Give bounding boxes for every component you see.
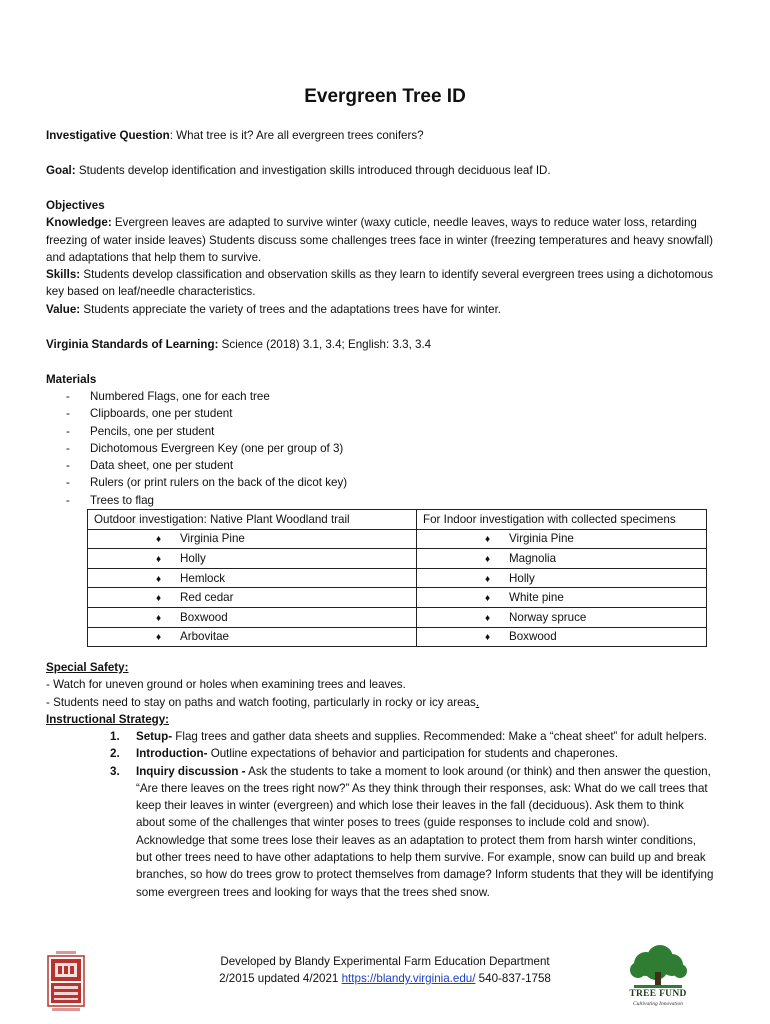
step-number: 3. — [110, 764, 120, 778]
diamond-bullet-icon: ♦ — [485, 553, 491, 565]
list-item — [110, 763, 715, 901]
list-item: - Pencils, one per student — [46, 423, 347, 440]
oak-tree-icon — [622, 944, 694, 990]
diamond-bullet-icon: ♦ — [156, 593, 162, 605]
investigative-question — [46, 127, 726, 144]
special-safety — [46, 659, 726, 728]
indoor-tree: Norway spruce — [509, 610, 587, 624]
outdoor-cell — [88, 627, 417, 647]
safety-line-2 — [46, 694, 726, 711]
goal-text: Students develop identification and investigation skills introduced through deciduous leaf ID. — [75, 164, 551, 177]
investigative-label: Investigative Question — [46, 129, 170, 142]
indoor-cell — [417, 627, 707, 647]
diamond-bullet-icon: ♦ — [156, 534, 162, 546]
sol-text: Science (2018) 3.1, 3.4; English: 3.3, 3.4 — [218, 338, 432, 351]
table-row — [88, 607, 707, 627]
knowledge-text: Evergreen leaves are adapted to survive winter (waxy cuticle, needle leaves, ways to reduce water loss, retarding freezing of water inside leaves) Students discuss some challenges trees face in winter (freezing temperatures and heavy snowfall) and adaptations that help them to survive. — [46, 216, 713, 264]
outdoor-tree: Boxwood — [180, 610, 228, 624]
value-paragraph — [46, 301, 726, 318]
safety-heading: Special Safety: — [46, 661, 129, 674]
outdoor-cell — [88, 588, 417, 608]
strategy-heading: Instructional Strategy: — [46, 712, 170, 726]
goal — [46, 162, 726, 179]
diamond-bullet-icon: ♦ — [485, 612, 491, 624]
indoor-tree: Magnolia — [509, 551, 557, 565]
step-label: Setup- — [136, 730, 173, 743]
objectives-heading: Objectives — [46, 199, 105, 212]
step-number: 1. — [110, 730, 120, 743]
list-item: - Clipboards, one per student — [46, 405, 347, 422]
skills-label: Skills: — [46, 268, 81, 282]
skills-paragraph — [46, 266, 726, 301]
step-label: Introduction- — [136, 747, 208, 761]
outdoor-cell — [88, 568, 417, 588]
outdoor-cell — [88, 549, 417, 569]
table-row — [88, 568, 707, 588]
indoor-tree: Virginia Pine — [509, 532, 574, 546]
diamond-bullet-icon: ♦ — [156, 632, 162, 644]
table-row — [88, 627, 707, 647]
outdoor-header: Outdoor investigation: Native Plant Woodland trail — [88, 510, 417, 530]
list-item: - Trees to flag — [46, 492, 347, 509]
indoor-cell — [417, 529, 707, 549]
outdoor-tree: Hemlock — [180, 571, 226, 585]
step-text: Ask the students to take a moment to look around (or think) and then answer the question, “Are there leaves on the trees right now?” As they think through their responses, ask: What do we call trees that keep their leaves in winter (evergreen) and which lose their leaves in the fall (deciduous). Ask them to think about some of the challenges that winter poses to trees (guide responses to include cold and snow). Acknowledge that some trees lose their leaves as an adaptation to protect them from harsh winter conditions, but other trees need to have other adaptations to help them survive. For example, snow can build up and break branches, so how do trees grow to protect themselves from damage? Inform students that they will be identifying some evergreen trees and looking for ways that the trees shed snow. — [136, 764, 714, 899]
diamond-bullet-icon: ♦ — [156, 612, 162, 624]
list-item: - Numbered Flags, one for each tree — [46, 388, 347, 405]
standards-of-learning — [46, 336, 726, 353]
list-item — [110, 728, 715, 745]
step-label: Inquiry discussion - — [136, 764, 246, 778]
outdoor-tree: Arbovitae — [180, 630, 229, 644]
outdoor-cell — [88, 529, 417, 549]
blandy-website-link[interactable]: https://blandy.virginia.edu/ — [341, 972, 476, 986]
outdoor-tree: Red cedar — [180, 591, 234, 605]
knowledge-label: Knowledge: — [46, 216, 112, 230]
page-title: Evergreen Tree ID — [304, 86, 466, 107]
footer-phone: 540-837-1758 — [475, 972, 551, 986]
outdoor-tree: Virginia Pine — [180, 532, 245, 546]
skills-text: Students develop classification and observation skills as they learn to identify several evergreen trees using a dichotomous key based on leaf/needle characteristics. — [46, 268, 714, 299]
table-row — [88, 588, 707, 608]
step-number: 2. — [110, 747, 120, 761]
objectives — [46, 197, 726, 318]
indoor-cell — [417, 549, 707, 569]
safety-line-1: - Watch for uneven ground or holes when examining trees and leaves. — [46, 678, 406, 692]
value-text: Students appreciate the variety of trees and the adaptations trees have for winter. — [80, 302, 502, 316]
table-row — [88, 529, 707, 549]
indoor-tree: Boxwood — [509, 630, 557, 644]
diamond-bullet-icon: ♦ — [485, 573, 491, 585]
knowledge-paragraph — [46, 214, 726, 266]
value-label: Value: — [46, 302, 81, 316]
safety-line-2-end: . — [475, 695, 480, 709]
diamond-bullet-icon: ♦ — [485, 593, 491, 605]
materials-heading: Materials — [46, 373, 97, 386]
diamond-bullet-icon: ♦ — [485, 534, 491, 546]
trees-table — [87, 509, 707, 647]
indoor-cell — [417, 568, 707, 588]
safety-line-2-text: - Students need to stay on paths and watch footing, particularly in rocky or icy areas — [46, 695, 476, 709]
table-header-row — [88, 510, 707, 530]
footer-date: 2/2015 updated 4/2021 — [219, 972, 342, 986]
instructional-steps — [110, 728, 715, 901]
diamond-bullet-icon: ♦ — [156, 553, 162, 565]
materials-list — [46, 388, 347, 509]
list-item: - Rulers (or print rulers on the back of the dicot key) — [46, 474, 347, 491]
tree-fund-name: TREE FUND — [629, 989, 687, 999]
investigative-text: : What tree is it? Are all evergreen trees conifers? — [169, 129, 424, 142]
indoor-tree: White pine — [509, 591, 564, 605]
sol-label: Virginia Standards of Learning: — [46, 338, 219, 351]
indoor-cell — [417, 588, 707, 608]
outdoor-cell — [88, 607, 417, 627]
indoor-tree: Holly — [509, 571, 535, 585]
list-item: - Data sheet, one per student — [46, 457, 347, 474]
goal-label: Goal: — [46, 164, 76, 177]
tree-fund-logo — [622, 944, 694, 1014]
tree-fund-tagline: Cultivating Innovation — [633, 1001, 683, 1007]
step-text: Outline expectations of behavior and participation for students and chaperones. — [207, 747, 619, 761]
footer-line-1: Developed by Blandy Experimental Farm Education Department — [220, 955, 550, 968]
list-item: - Dichotomous Evergreen Key (one per group of 3) — [46, 440, 347, 457]
indoor-cell — [417, 607, 707, 627]
diamond-bullet-icon: ♦ — [485, 632, 491, 644]
diamond-bullet-icon: ♦ — [156, 573, 162, 585]
table-row — [88, 549, 707, 569]
step-text: Flag trees and gather data sheets and supplies. Recommended: Make a “cheat sheet” for adult helpers. — [172, 730, 707, 743]
list-item — [110, 745, 715, 762]
outdoor-tree: Holly — [180, 551, 206, 565]
indoor-header: For Indoor investigation with collected specimens — [417, 510, 707, 530]
blandy-logo-icon — [46, 948, 86, 1014]
